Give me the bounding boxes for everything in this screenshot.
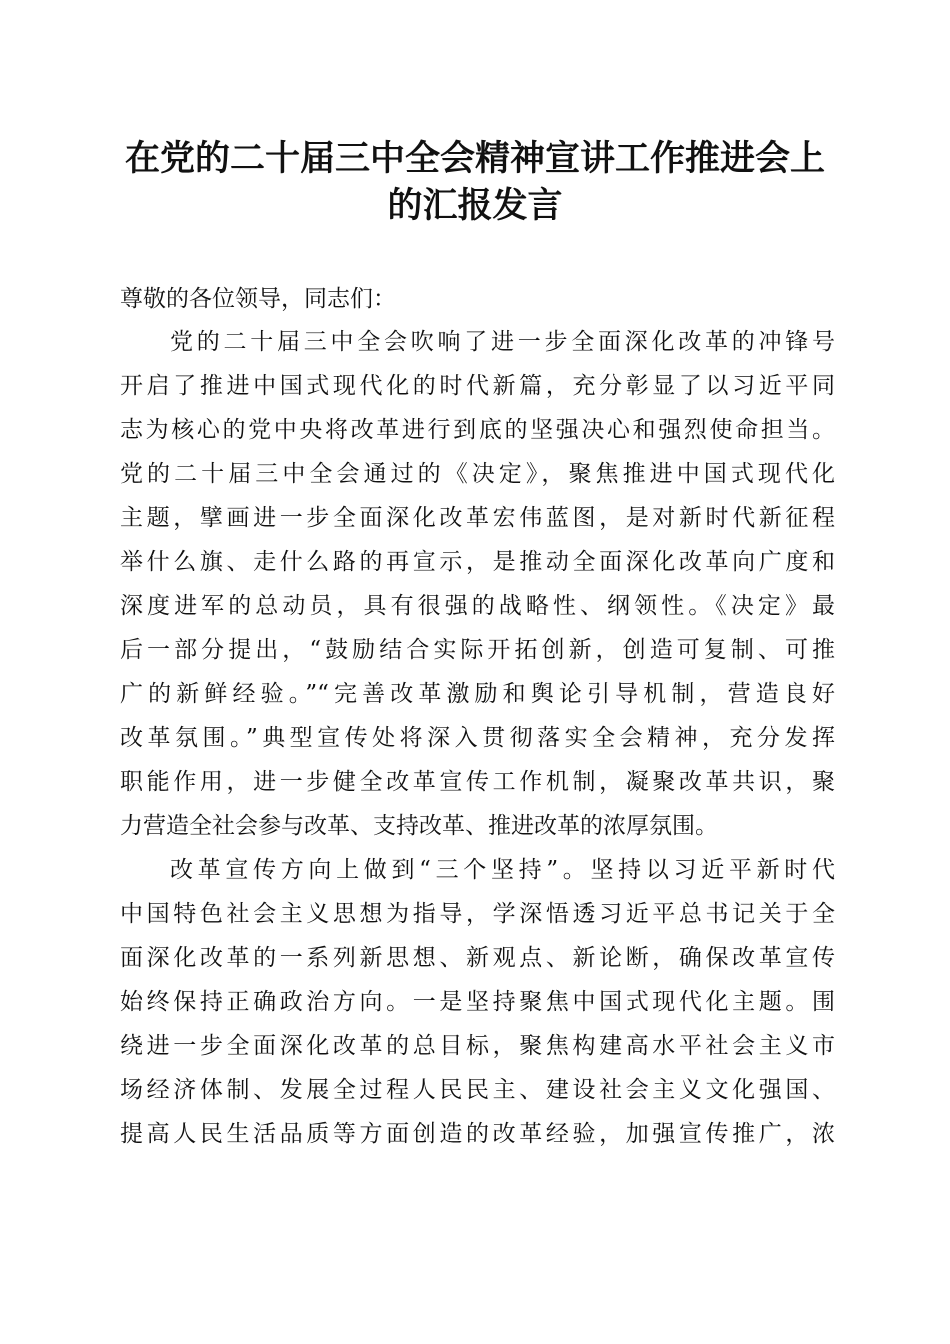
body-line: 广的新鲜经验。”“完善改革激励和舆论引导机制，营造良好: [120, 681, 835, 707]
body-line: 提高人民生活品质等方面创造的改革经验，加强宣传推广，浓: [120, 1121, 835, 1147]
body-line: 党的二十届三中全会通过的《决定》，聚焦推进中国式现代化: [120, 461, 835, 487]
body-line: 职能作用，进一步健全改革宣传工作机制，凝聚改革共识，聚: [120, 769, 835, 795]
body-line: 党的二十届三中全会吹响了进一步全面深化改革的冲锋号: [170, 329, 835, 355]
body-line: 志为核心的党中央将改革进行到底的坚强决心和强烈使命担当。: [120, 417, 835, 443]
body-line: 始终保持正确政治方向。一是坚持聚焦中国式现代化主题。围: [120, 989, 835, 1015]
document-title-line-1: 在党的二十届三中全会精神宣讲工作推进会上: [124, 138, 825, 179]
body-line: 面深化改革的一系列新思想、新观点、新论断，确保改革宣传: [120, 945, 835, 971]
body-line: 绕进一步全面深化改革的总目标，聚焦构建高水平社会主义市: [120, 1033, 835, 1059]
body-line: 中国特色社会主义思想为指导，学深悟透习近平总书记关于全: [120, 901, 835, 927]
body-line: 主题，擘画进一步全面深化改革宏伟蓝图，是对新时代新征程: [120, 505, 835, 531]
body-line: 改革氛围。”典型宣传处将深入贯彻落实全会精神，充分发挥: [120, 725, 835, 751]
body-line: 力营造全社会参与改革、支持改革、推进改革的浓厚氛围。: [120, 813, 718, 839]
body-line: 改革宣传方向上做到“三个坚持”。坚持以习近平新时代: [170, 857, 835, 883]
body-line: 后一部分提出，“鼓励结合实际开拓创新，创造可复制、可推: [120, 637, 835, 663]
body-line: 举什么旗、走什么路的再宣示，是推动全面深化改革向广度和: [120, 549, 835, 575]
document-title-line-2: 的汇报发言: [387, 185, 563, 226]
body-line: 开启了推进中国式现代化的时代新篇，充分彰显了以习近平同: [120, 373, 835, 399]
salutation: 尊敬的各位领导，同志们：: [120, 286, 396, 312]
body-line: 深度进军的总动员，具有很强的战略性、纲领性。《决定》最: [120, 593, 835, 619]
body-line: 场经济体制、发展全过程人民民主、建设社会主义文化强国、: [120, 1077, 835, 1103]
